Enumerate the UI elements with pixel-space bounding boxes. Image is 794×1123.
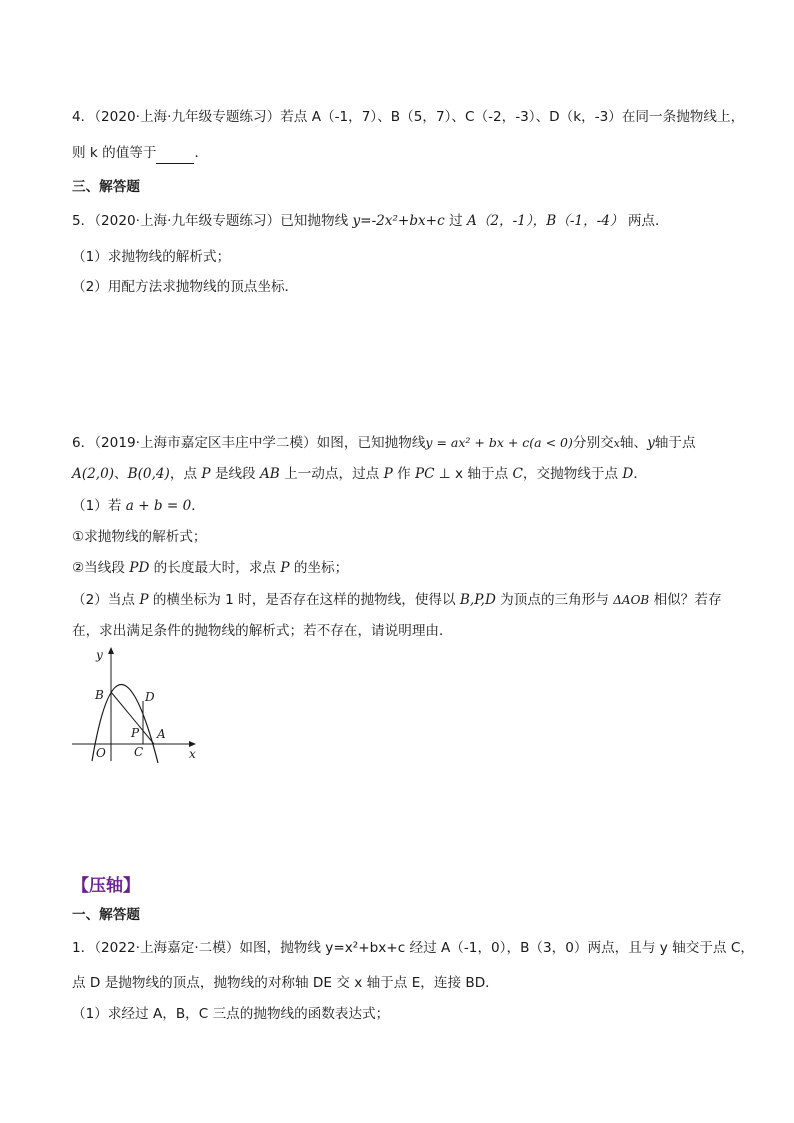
q6-part2-b: P [139,592,149,608]
q6-sub2-d: P [280,560,290,576]
q6-v1: P [201,466,211,482]
q6-stem-d: 轴于点 [654,435,696,451]
label-a: A [157,727,166,741]
q6-t1: ，点 [169,466,202,482]
q6-v2: AB [259,466,280,482]
q6-t5: ⊥ x 轴于点 [434,466,513,482]
q5-mid: 过 [444,213,467,229]
press-q1-part1: （1）求经过 A，B，C 三点的抛物线的函数表达式； [72,1006,390,1022]
q6-t3: 上一动点，过点 [279,466,384,482]
q6-part2 [72,590,722,610]
q6-t4: 作 [392,466,415,482]
q6-sub2-e: 的坐标； [289,560,349,576]
q5-point-b: B（-1，-4） [546,213,624,229]
q6-sub2-b: PD [129,560,150,576]
q6-v4: PC [415,466,435,482]
press-q1-line1: 1．（2022·上海嘉定·二模）如图，抛物线 y=x²+bx+c 经过 A（-1，0），B（3，0）两点，且与 y 轴交于点 C， [72,940,754,956]
q6-part2-line2: 在，求出满足条件的抛物线的解析式；若不存在，请说明理由． [72,623,453,639]
label-d: D [145,690,155,704]
label-o: O [96,746,106,760]
q6-sub2 [72,558,348,578]
q6-part2-f: ΔAOB [613,593,650,607]
q4-line2-end: ． [194,145,209,161]
q6-t7: ． [633,466,647,482]
q6-part2-a: （2）当点 [72,592,140,608]
q5-part1: （1）求抛物线的解析式； [72,249,231,265]
q6-line2 [72,464,647,484]
label-b: B [95,688,104,702]
press-q1-line2: 点 D 是抛物线的顶点，抛物线的对称轴 DE 交 x 轴于点 E，连接 BD． [72,975,499,991]
q6-y-var: y [647,435,655,451]
parabola-figure [66,643,206,768]
q6-part1-a: （1）若 [72,498,126,514]
label-x: x [189,747,196,761]
q6-v6: D [622,466,634,482]
label-p: P [131,726,140,740]
q6-sub2-c: 的长度最大时，求点 [149,560,281,576]
q6-stem-b: 分别交 [572,435,614,451]
q6-sub2-a: ②当线段 [72,560,130,576]
q6-stem-a: 6．（2019·上海市嘉定区丰庄中学二模）如图，已知抛物线 [72,435,426,451]
q6-formula: y = ax² + bx + c(a < 0) [425,435,573,450]
q6-stem-c: 轴、 [619,435,648,451]
q6-t2: 是线段 [210,466,260,482]
q6-part2-d: B,P,D [459,592,496,608]
q6-v3: P [383,466,393,482]
q4-line1: 4．（2020·上海·九年级专题练习）若点 A（-1，7）、B（5，7）、C（-2，-3）、D（k，-3）在同一条抛物线上， [72,109,745,125]
answer-blank [156,143,194,164]
q5-formula: y=-2x²+bx+c [352,213,445,229]
q5-stem [72,211,669,231]
q5-stem-post: 两点． [623,213,669,229]
q6-point-a: A(2,0) [72,466,115,482]
q6-sep: 、 [114,466,128,482]
press-heading: 【压轴】 [72,876,140,896]
q6-part2-c: 的横坐标为 1 时，是否存在这样的抛物线，使得以 [148,592,460,608]
q5-part2: （2）用配方法求抛物线的顶点坐标． [72,279,299,295]
q5-stem-pre: 5．（2020·上海·九年级专题练习）已知抛物线 [72,213,353,229]
q6-part2-g: 相似？若存 [649,592,722,608]
q6-t6: ，交抛物线于点 [522,466,623,482]
q6-part2-e: 为顶点的三角形与 [495,592,614,608]
q6-sub1: ①求抛物线的解析式； [72,529,207,545]
section-heading: 三、解答题 [72,179,140,195]
q6-part1-c: ． [191,498,205,514]
q4-line2 [72,143,208,164]
press-section-heading: 一、解答题 [72,907,140,923]
y-axis-arrow [108,647,114,654]
q6-v5: C [512,466,523,482]
q6-x-var: x [613,437,620,450]
q6-part1 [72,496,205,516]
q5-point-a: A（2，-1）， [466,213,547,229]
label-c: C [134,745,144,759]
q6-stem [72,433,696,454]
label-y: y [96,648,103,662]
q6-point-b: B(0,4) [127,466,170,482]
q4-line2-text: 则 k 的值等于 [72,145,157,161]
q6-part1-eq: a + b = 0 [125,498,192,514]
